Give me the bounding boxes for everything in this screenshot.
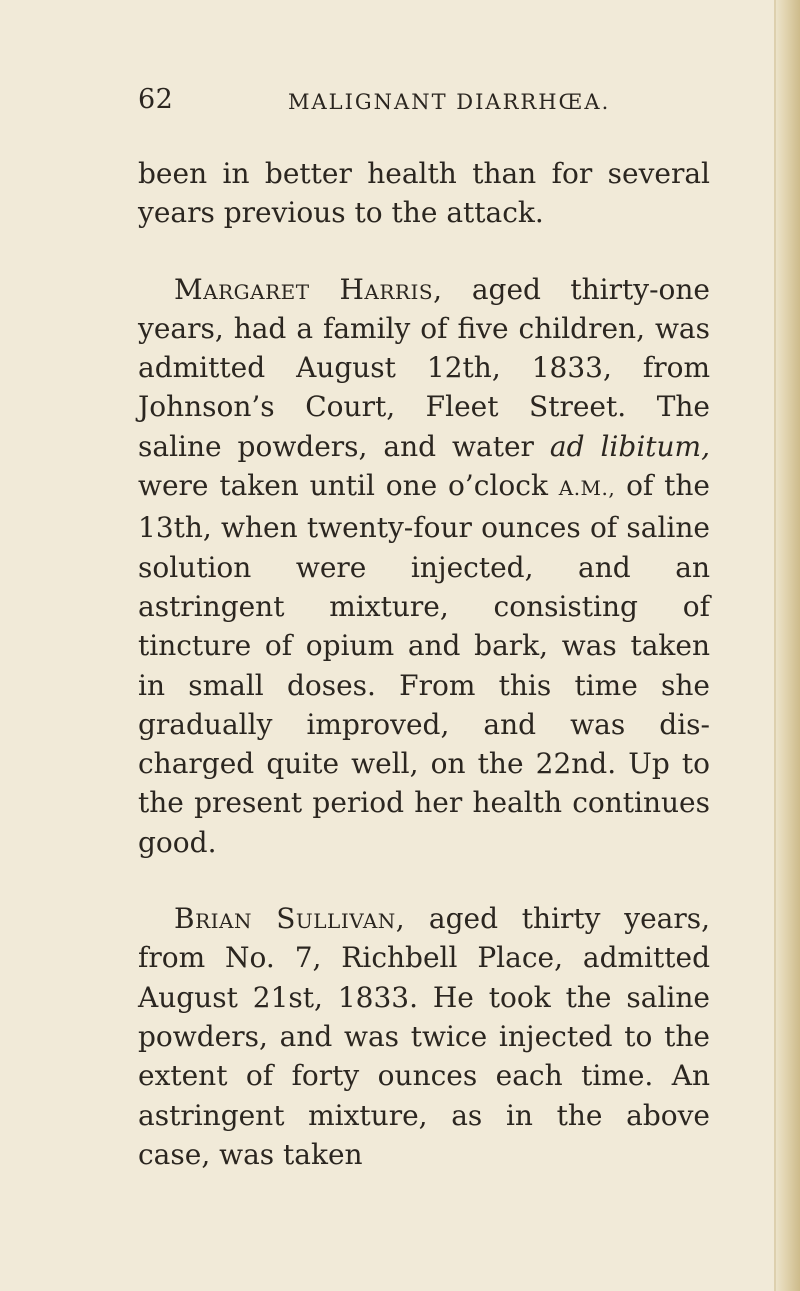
- paragraph-brian-sullivan: [138, 899, 710, 1174]
- page-edge-shadow: [774, 0, 800, 1291]
- page-number: 62: [138, 84, 174, 115]
- body-text: [138, 154, 710, 1174]
- paragraph-text: were taken until one o’clock: [138, 469, 559, 503]
- running-head: MALIGNANT DIARRHŒA.: [288, 90, 611, 114]
- paragraph-text: aged thirty years, from No. 7, Richbell Place, admitted August 21st, 1833. He took the saline powders, and was twice injected to the extent of forty ounces each time. An astringent mixture, as in the above case, was taken: [138, 902, 710, 1171]
- paragraph-gap: [138, 862, 710, 899]
- time-abbreviation: A.M.,: [558, 476, 616, 501]
- paragraph-continuation: been in better health than for several years previous to the attack.: [138, 157, 710, 230]
- page-header: [138, 84, 728, 124]
- paragraph-margaret-harris: [138, 270, 710, 862]
- paragraph-text: aged thirty-one years, had a family of five children, was admitted August 12th, 1833, from Johnson’s Court, Fleet Street. The saline powders, and water: [138, 272, 710, 463]
- paragraph-gap: [138, 233, 710, 270]
- patient-name: Margaret Harris,: [174, 272, 443, 306]
- patient-name: Brian Sullivan,: [174, 902, 406, 936]
- paragraph-text: of the 13th, when twenty-four ounces of saline solution were injected, and an astringent mixture, consisting of tincture of opium and bark, was taken in small doses. From this time she gradually improved, and was discharged quite well, on the 22nd. Up to the present period her health continues good.: [138, 469, 710, 859]
- italic-phrase: ad libitum,: [549, 429, 711, 463]
